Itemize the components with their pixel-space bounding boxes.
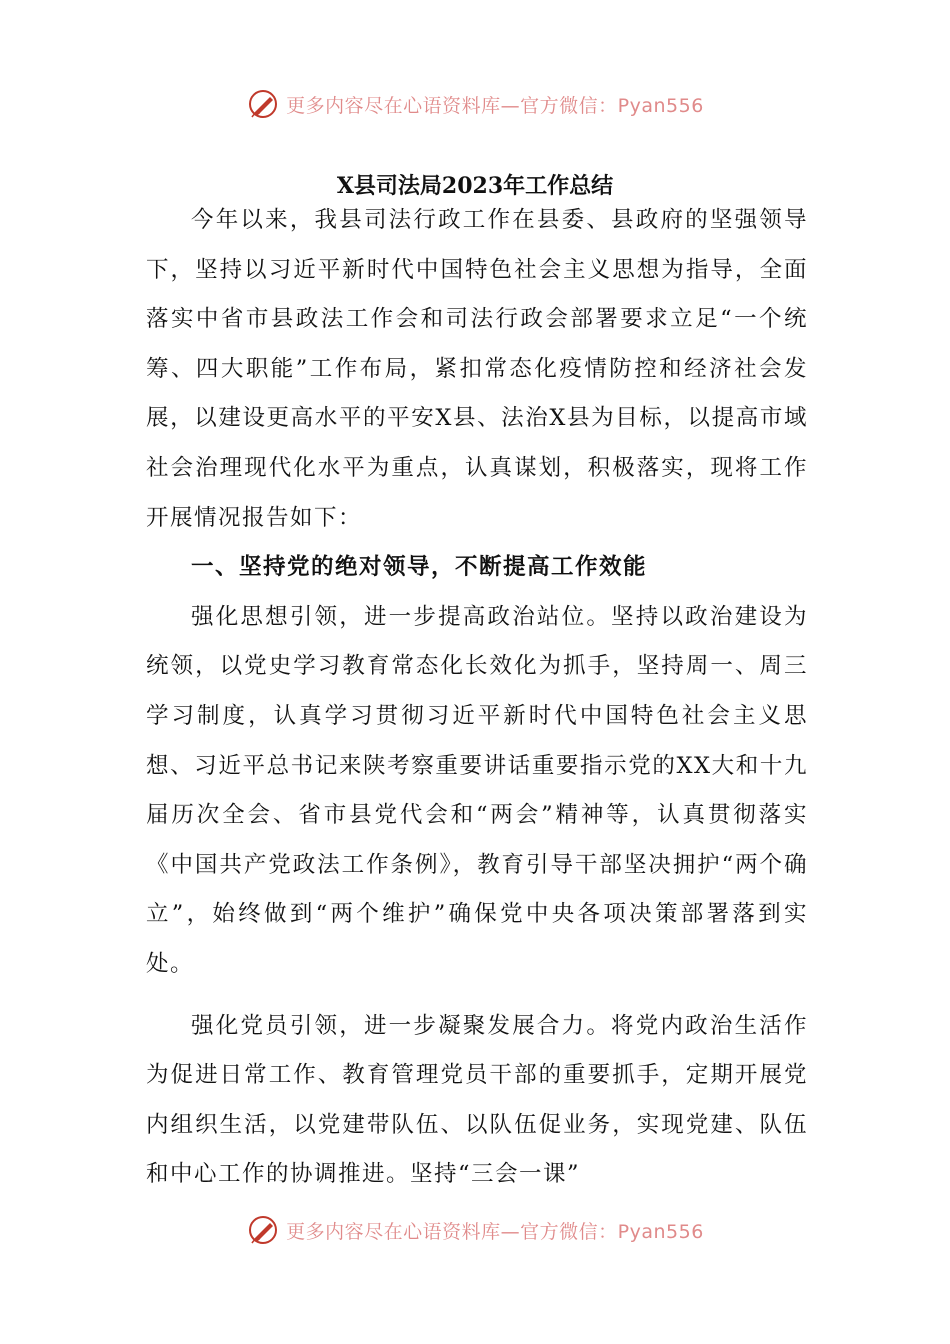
watermark-text: 更多内容尽在心语资料库—官方微信：Pyan556 bbox=[286, 94, 704, 117]
pen-seal-icon bbox=[246, 1213, 280, 1247]
pen-seal-icon bbox=[246, 87, 280, 121]
watermark-top bbox=[0, 84, 950, 124]
document-body bbox=[146, 196, 808, 1200]
paragraph-thought-guidance: 强化思想引领，进一步提高政治站位。坚持以政治建设为统领，以党史学习教育常态化长效化为抓手，坚持周一、周三学习制度，认真学习贯彻习近平新时代中国特色社会主义思想、习近平总书记来陕考察重要讲话重要指示党的XX大和十九届历次全会、省市县党代会和“两会”精神等，认真贯彻落实《中国共产党政法工作条例》，教育引导干部坚决拥护“两个确立”，始终做到“两个维护”确保党中央各项决策部署落到实处。 bbox=[146, 603, 808, 977]
section-heading: 一、坚持党的绝对领导，不断提高工作效能 bbox=[191, 554, 648, 581]
page-title: X县司法局2023年工作总结 bbox=[336, 172, 614, 199]
watermark-text: 更多内容尽在心语资料库—官方微信：Pyan556 bbox=[286, 1220, 704, 1243]
paragraph-intro: 今年以来，我县司法行政工作在县委、县政府的坚强领导下，坚持以习近平新时代中国特色社会主义思想为指导，全面落实中省市县政法工作会和司法行政会部署要求立足“一个统筹、四大职能”工作布局，紧扣常态化疫情防控和经济社会发展，以建设更高水平的平安X县、法治X县为目标，以提高市域社会治理现代化水平为重点，认真谋划，积极落实，现将工作开展情况报告如下： bbox=[146, 207, 808, 531]
paragraph-party-member-guidance: 强化党员引领，进一步凝聚发展合力。将党内政治生活作为促进日常工作、教育管理党员干部的重要抓手，定期开展党内组织生活，以党建带队伍、以队伍促业务，实现党建、队伍和中心工作的协调推进。坚持“三会一课” bbox=[146, 1012, 808, 1188]
watermark-bottom bbox=[0, 1210, 950, 1250]
